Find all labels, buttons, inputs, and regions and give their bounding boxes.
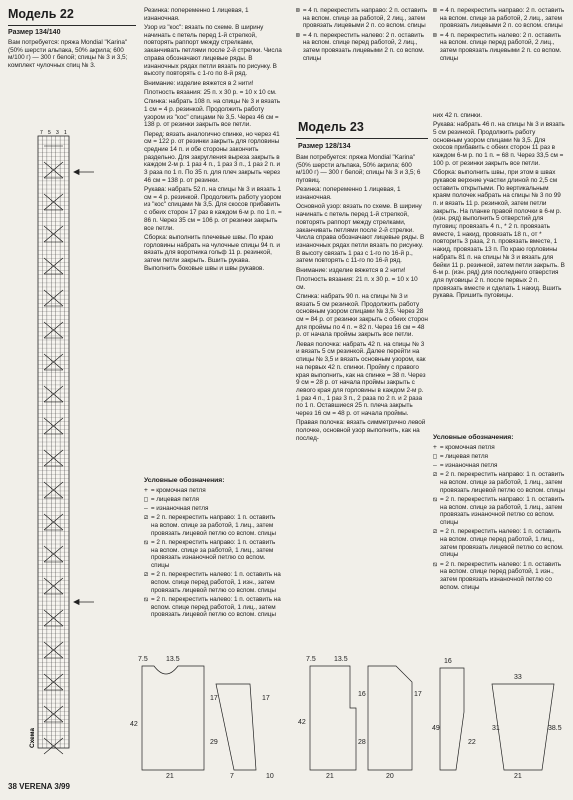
page-footer: 38 VERENA 3/99 <box>8 782 70 791</box>
m23-legend-2: — = изнаночная петля <box>433 461 498 470</box>
model23-title: Модель 23 <box>298 120 364 134</box>
model23-sleeve-schematic <box>430 652 570 780</box>
d1-label-8: 10 <box>266 773 274 780</box>
back-outline <box>310 666 356 770</box>
m22-legend-3: ⧄ = 2 п. перекрестить направо: 1 п. оставить на вспом. спице за работой, 1 лиц., затем провязать лицевой петлю со вспом. спицы <box>144 513 276 537</box>
d3-label-2: 22 <box>468 739 476 746</box>
m23-legend-1: □ = лицевая петля <box>433 451 488 460</box>
d2-label-3: 17 <box>414 691 422 698</box>
chart-col-7: 7 <box>40 130 43 136</box>
col4-top-legend <box>433 7 565 64</box>
m22-legend-8: ⊠ = 4 п. перекрестить налево: 2 п. оставить на вспом. спице перед работой, 2 лиц., затем провязать лицевыми 2 п. со вспом. спицы <box>296 30 425 62</box>
d1-label-0: 7.5 <box>138 656 148 663</box>
m23-p7: Правая полочка: вязать симметрично левой полочке, основной узор выполнить, как на послед- <box>296 419 426 442</box>
chart-arrows <box>72 160 96 760</box>
front-outline <box>368 666 412 770</box>
model22-title: Модель 22 <box>8 7 74 21</box>
model23-instructions-cont <box>433 112 565 302</box>
d2-label-5: 28 <box>358 739 366 746</box>
d1-label-1: 13.5 <box>166 656 180 663</box>
m22-legend-1: □ = лицевая петля <box>144 494 199 503</box>
d1-label-4: 42 <box>130 721 138 728</box>
m23-legend-6: ⧅ = 2 п. перекрестить налево: 1 п. оставить на вспом. спице перед работой, 1 изн., затем провязать изнаночной петлю со вспом. спицы <box>433 559 562 591</box>
m22-legend-7: ⊠ = 4 п. перекрестить направо: 2 п. оставить на вспом. спице за работой, 2 лиц., затем провязать лицевыми 2 п. со вспом. спицы <box>296 6 428 30</box>
m23-legend-title: Условные обозначения: <box>433 434 514 441</box>
m23-p3: Внимание: изделие вяжется в 2 нити! <box>296 266 406 274</box>
cable-chart <box>26 128 70 756</box>
m22-p2: Внимание: изделие вяжется в 2 нити! <box>144 79 254 87</box>
m22-legend-4: ⧅ = 2 п. перекрестить направо: 1 п. оставить на вспом. спице за работой, 1 лиц., затем провязать изнаночной петлю со вспом. спицы <box>144 537 276 570</box>
d1-label-7: 7 <box>230 773 234 780</box>
m22-p0: Резинка: попеременно 1 лицевая, 1 изнаночная. <box>144 7 249 22</box>
m22-legend-2: — = изнаночная петля <box>144 504 209 513</box>
title-rule-2 <box>296 138 428 139</box>
model23-front-schematic <box>296 652 426 780</box>
m22-legend-6: ⧅ = 2 п. перекрестить налево: 1 п. оставить на вспом. спице перед работой, 1 лиц., затем провязать лицевой петлю со вспом. спицы <box>144 594 281 619</box>
d1-label-6: 21 <box>166 773 174 780</box>
model22-materials: Вам потребуется: пряжа Mondial "Karina" (50% шерсти альпака, 50% акрила; 600 м/100 г) — 300 г белой; спицы № 3 и 3,5; комплект чулочных спиц № 3. <box>8 39 128 70</box>
d2-label-1: 13.5 <box>334 656 348 663</box>
d2-label-2: 16 <box>358 691 366 698</box>
body-outline <box>142 666 204 770</box>
model22-legend-cont <box>296 7 428 64</box>
m23-legend-5: ⧄ = 2 п. перекрестить налево: 1 п. оставить на вспом. спице перед работой, 1 лиц., затем провязать лицевой петлю со вспом. спицы <box>433 527 564 559</box>
model22-schematic <box>126 652 294 780</box>
m22-p6: Рукава: набрать 52 п. на спицы № 3 и вязать 1 см = 4 р. резинкой. Продолжить работу узором из "кос" спицами № 3,5. Для скосов прибавить с обеих сторон 17 раз в каждом 6-м р. по 1 п. = 86 п. Через 35 см = 106 р. от резинки закрыть все петли. <box>144 186 282 232</box>
d3-label-1: 33 <box>514 674 522 681</box>
chart-col-3: 3 <box>56 130 59 136</box>
m23-legend-0: + = кромочная петля <box>433 442 495 451</box>
m22-legend-title: Условные обозначения: <box>144 477 225 484</box>
model22-size: Размер 134/140 <box>8 29 61 36</box>
model23-instructions <box>296 154 428 444</box>
model23-size: Размер 128/134 <box>298 143 351 150</box>
m22-p4: Спинка: набрать 108 п. на спицы № 3 и вязать 1 см = 4 р. резинкой. Продолжить работу узором из "кос" спицами № 3,5. Через 46 см = 138 р. от резинки закрыть все петли. <box>144 98 281 129</box>
d2-label-6: 21 <box>326 773 334 780</box>
chart-col-1: 1 <box>64 130 67 136</box>
arrow-1-icon <box>74 170 79 175</box>
m22-legend-0: + = кромочная петля <box>144 485 206 494</box>
chart-schema-label: Схема <box>29 727 36 748</box>
arrow-2-icon <box>74 600 79 605</box>
d1-label-2: 17 <box>210 695 218 702</box>
d3-label-3: 21 <box>514 773 522 780</box>
sleeve2-outline <box>492 684 554 770</box>
sleeve-outline <box>216 684 256 770</box>
chart-col-5: 5 <box>48 130 51 136</box>
d3-label-0: 16 <box>444 658 452 665</box>
m23-p6: Левая полочка: набрать 42 п. на спицы № 3 и вязать 5 см резинкой. Далее перейти на спицы № 3,5 и вязать основным узором, как на первых 42 п. спинки. Пройму с правого края выполнить, как на спинке = 38 п. Через 9 см = 28 р. от начала проймы закрыть с левого края для горловины в каждом 2-м р. 1 раз 4 п., 1 раз 3 п., 2 раза по 2 п. и 2 раза по 1 п. Оставшиеся 25 п. плеча закрыть через 16 см = 48 р. от начала проймы. <box>296 340 426 418</box>
d2-label-7: 20 <box>386 773 394 780</box>
d3-label-5: 49 <box>432 725 440 732</box>
m23-c4-p1: Рукава: набрать 46 п. на спицы № 3 и вязать 5 см резинкой. Продолжить работу основным узором спицами № 3,5. Для скосов прибавить с обеих сторон 11 раз в каждом 6-м р. по 1 п. = 68 п. Через 33,5 см = 100 р. от резинки закрыть все петли. <box>433 121 565 167</box>
d2-label-0: 7.5 <box>306 656 316 663</box>
d1-label-3: 17 <box>262 695 270 702</box>
title-rule <box>8 25 136 26</box>
m23-p5: Спинка: набрать 90 п. на спицы № 3 и вязать 5 см резинкой. Продолжить работу основным узором спицами № 3,5. Через 28 см = 84 р. от резинки закрыть с обеих сторон для проймы по 4 п. = 82 п. Через 16 см = 48 р. от начала проймы закрыть все петли. <box>296 292 428 339</box>
d2-label-4: 42 <box>298 719 306 726</box>
m22-legend-5: ⧄ = 2 п. перекрестить налево: 1 п. оставить на вспом. спице перед работой, 1 изн., затем провязать лицевой петлю со вспом. спицы <box>144 570 281 594</box>
model23-legend <box>433 430 565 593</box>
c4-top-1: ⊠ = 4 п. перекрестить налево: 2 п. оставить на вспом. спице перед работой, 2 лиц., затем провязать лицевыми 2 п. со вспом. спицы <box>433 30 562 62</box>
m23-legend-4: ⧅ = 2 п. перекрестить направо: 1 п. оставить на вспом. спице за работой, 1 лиц., затем провязать изнаночной петлю со вспом. спицы <box>433 494 565 527</box>
d3-label-4: 38.5 <box>548 725 562 732</box>
m23-p4: Плотность вязания: 21 п. х 30 р. = 10 х 10 см. <box>296 275 418 291</box>
m22-p7: Сборка: выполнить плечевые швы. По краю горловины набрать на чулочные спицы 94 п. и вязать для воротника гольф 11 р. резинкой, затем петли закрыть. Вшить рукава. Выполнить боковые швы и швы рукавов. <box>144 233 280 272</box>
m23-c4-p0: них 42 п. спинки. <box>433 112 483 119</box>
m23-p0: Вам потребуется: пряжа Mondial "Karina" (50% шерсти альпака, 50% акрила; 600 м/100 г) — 300 г белой; спицы № 3 и 3,5; 6 пуговиц. <box>296 154 421 185</box>
model22-instructions <box>144 7 284 274</box>
d3-label-6: 31 <box>492 725 500 732</box>
m22-p3: Плотность вязания: 25 п. х 30 р. = 10 х 10 см. <box>144 88 277 96</box>
d1-label-5: 29 <box>210 739 218 746</box>
panel-outline <box>440 668 464 770</box>
m23-legend-3: ⧄ = 2 п. перекрестить направо: 1 п. оставить на вспом. спице за работой, 1 лиц., затем провязать лицевой петлю со вспом. спицы <box>433 470 565 494</box>
m22-p5: Перед: вязать аналогично спинке, но через 41 см = 122 р. от резинки закрыть для горловины средние 14 п. и обе стороны закончить раздельно. Для закругления выреза закрыть в каждом 2-м р. 1 раз 4 п., 1 раз 3 п., 1 раз 2 п. и 3 раза по 1 п. По 35 п. для плеч закрыть через 46 см = 138 р. от резинки. <box>144 130 281 184</box>
m23-c4-p2: Сборка: выполнить швы, при этом в швах рукавов верхние участки длиной по 2,5 см оставить открытыми. По вертикальным краям полочек набрать на спицы № 3 по 99 п. и вязать 11 р. резинкой, затем петли закрыть. На планке правой полочки в 6-м р. (изн. ряд) выполнить 5 отверстий для пуговиц: провязать 4 п., * 2 п. провязать вместе, 1 накид, провязать 18 п., от * повторить 3 раза, 2 п. провязать вместе, 1 накид, провязать 13 п. По краю горловины набрать 81 п. на спицы № 3 и вязать для бейки 11 р. резинкой, затем петли закрыть. В 6-м р. (изн. ряд) для последнего отверстия для пуговицы 2 п. после первых 2 п. провязать вместе и сделать 1 накид. Вшить рукава. Пришить пуговицы. <box>433 169 565 300</box>
m22-p1: Узор из "кос": вязать по схеме. В ширину начинать с петель перед 1-й стрелкой, повторять раппорт между стрелками, заканчивать петлями после 2-й стрелки. Числа справа обозначают лицевые ряды. В изнаночных рядах петли вязать по рисунку. В высоту повторять с 1-го по 8-й ряд. <box>144 24 282 78</box>
c4-top-0: ⊠ = 4 п. перекрестить направо: 2 п. оставить на вспом. спице за работой, 2 лиц., затем провязать лицевыми 2 п. со вспом. спицы <box>433 6 565 30</box>
m23-p1: Резинка: попеременно 1 лицевая, 1 изнаночная. <box>296 186 401 202</box>
model22-legend <box>144 473 284 620</box>
m23-p2: Основной узор: вязать по схеме. В ширину начинать с петель перед 1-й стрелкой, повторять раппорт между стрелками, заканчивать петлями после 2-й стрелки. Числа справа обозначают лицевые ряды. В изнаночных рядах петли вязать по рисунку. В высоту связать 1 раз с 1-го по 16-й р., затем повторять с 11-го по 16-й ряд. <box>296 203 425 265</box>
